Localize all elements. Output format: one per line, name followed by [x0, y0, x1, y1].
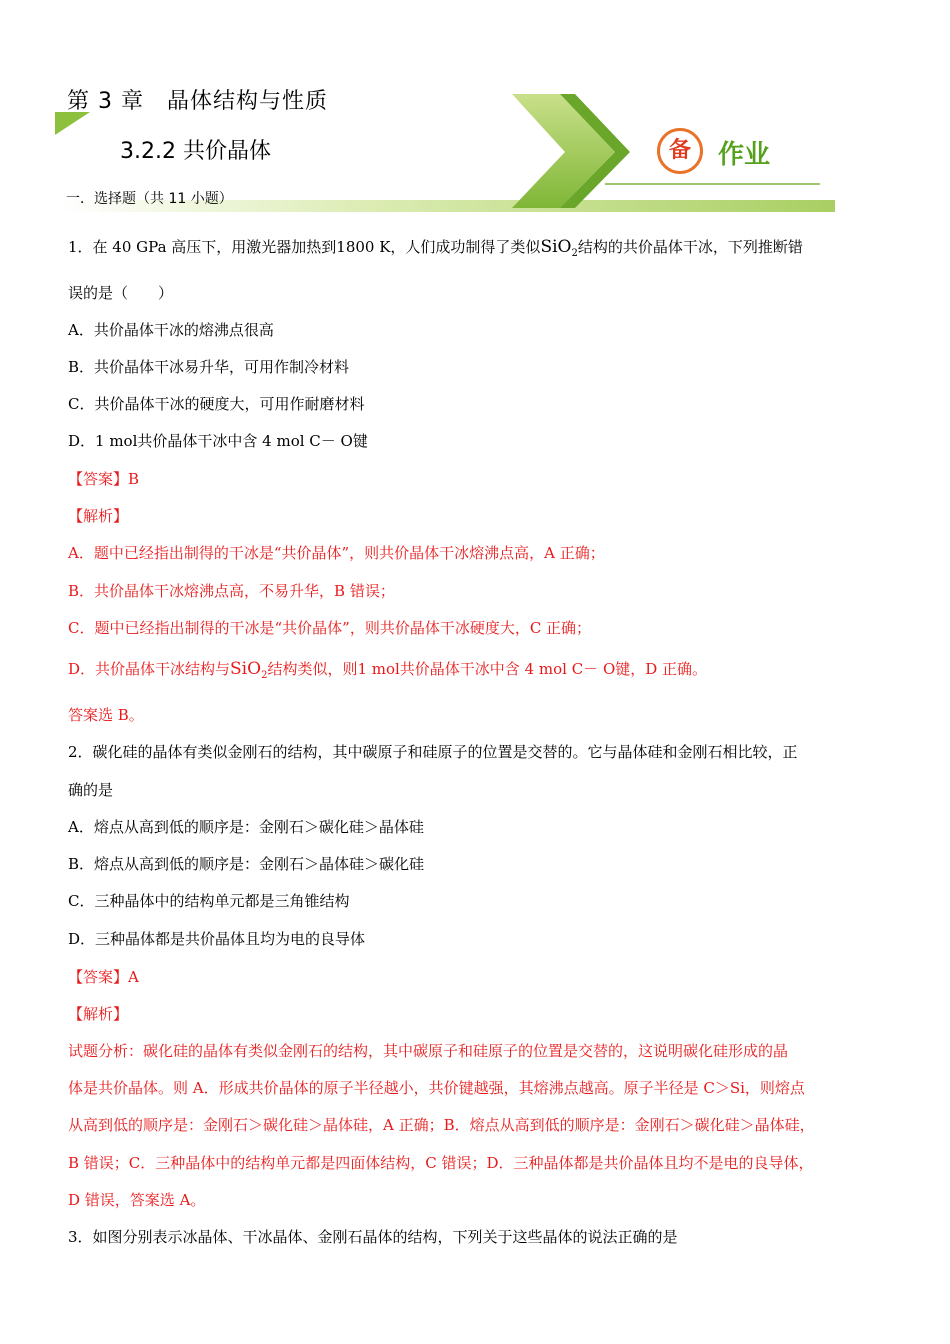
q1-option-b: B．共价晶体干冰易升华，可用作制冷材料: [68, 358, 350, 376]
q1-stem-line2: 误的是（ ）: [68, 284, 174, 302]
q2-option-b: B．熔点从高到低的顺序是：金刚石＞晶体硅＞碳化硅: [68, 855, 425, 873]
section-header: 一．选择题（共 11 小题）: [66, 191, 233, 207]
q1-analysis-c: C．题中已经指出制得的干冰是“共价晶体”，则共价晶体干冰硬度大，C 正确；: [68, 619, 592, 637]
section-title: 3.2.2 共价晶体: [120, 139, 271, 164]
banner-left-wedge: [55, 112, 90, 135]
chapter-title: 第 3 章 晶体结构与性质: [67, 89, 328, 114]
q2-stem-line2: 确的是: [68, 781, 114, 799]
q2-stem-line1: 2．碳化硅的晶体有类似金刚石的结构，其中碳原子和硅原子的位置是交替的。它与晶体硅和金刚石相比较，正: [68, 743, 798, 761]
q2-analysis-line3: 从高到低的顺序是：金刚石＞碳化硅＞晶体硅，A 正确；B．熔点从高到低的顺序是：金刚石＞碳化硅＞晶体硅，: [68, 1116, 815, 1134]
q2-analysis-line2: 体是共价晶体。则 A．形成共价晶体的原子半径越小，共价键越强，其熔沸点越高。原子半径是 C＞Si，则熔点: [68, 1079, 805, 1097]
q1-stem-line1: 1．在 40 GPa 高压下，用激光器加热到1800 K，人们成功制得了类似SiO$_2$结构的共价晶体干冰，下列推断错: [68, 237, 803, 259]
q2-analysis-line5: D 错误，答案选 A。: [68, 1191, 206, 1209]
q1-analysis-b: B．共价晶体干冰熔沸点高，不易升华，B 错误；: [68, 582, 395, 600]
q1-conclusion: 答案选 B。: [68, 706, 144, 724]
q2-option-a: A．熔点从高到低的顺序是：金刚石＞碳化硅＞晶体硅: [68, 818, 424, 836]
q1-option-d: D．1 mol共价晶体干冰中含 4 mol C－ O键: [68, 432, 368, 450]
q1-option-a: A．共价晶体干冰的熔沸点很高: [68, 321, 274, 339]
q2-answer: 【答案】A: [68, 968, 139, 986]
q2-option-c: C．三种晶体中的结构单元都是三角锥结构: [68, 892, 350, 910]
q1-analysis-label: 【解析】: [68, 507, 129, 525]
q1-option-c: C．共价晶体干冰的硬度大，可用作耐磨材料: [68, 395, 365, 413]
q2-analysis-line1: 试题分析：碳化硅的晶体有类似金刚石的结构，其中碳原子和硅原子的位置是交替的，这说明碳化硅形成的晶: [68, 1042, 789, 1060]
q2-analysis-line4: B 错误；C．三种晶体中的结构单元都是四面体结构，C 错误；D．三种晶体都是共价晶体且均不是电的良导体，: [68, 1154, 814, 1172]
q2-analysis-label: 【解析】: [68, 1005, 129, 1023]
bei-badge-icon: 备: [657, 128, 703, 174]
q1-answer: 【答案】B: [68, 470, 140, 488]
banner-chevron: [512, 94, 615, 208]
q2-option-d: D．三种晶体都是共价晶体且均为电的良导体: [68, 930, 366, 948]
homework-label: 作业: [718, 140, 771, 170]
q1-analysis-d: D．共价晶体干冰结构与SiO$_2$结构类似，则1 mol共价晶体干冰中含 4 mol C－ O键，D 正确。: [68, 659, 708, 681]
q1-analysis-a: A．题中已经指出制得的干冰是“共价晶体”，则共价晶体干冰熔沸点高，A 正确；: [68, 544, 605, 562]
q3-stem: 3．如图分别表示冰晶体、干冰晶体、金刚石晶体的结构，下列关于这些晶体的说法正确的是: [68, 1228, 678, 1246]
